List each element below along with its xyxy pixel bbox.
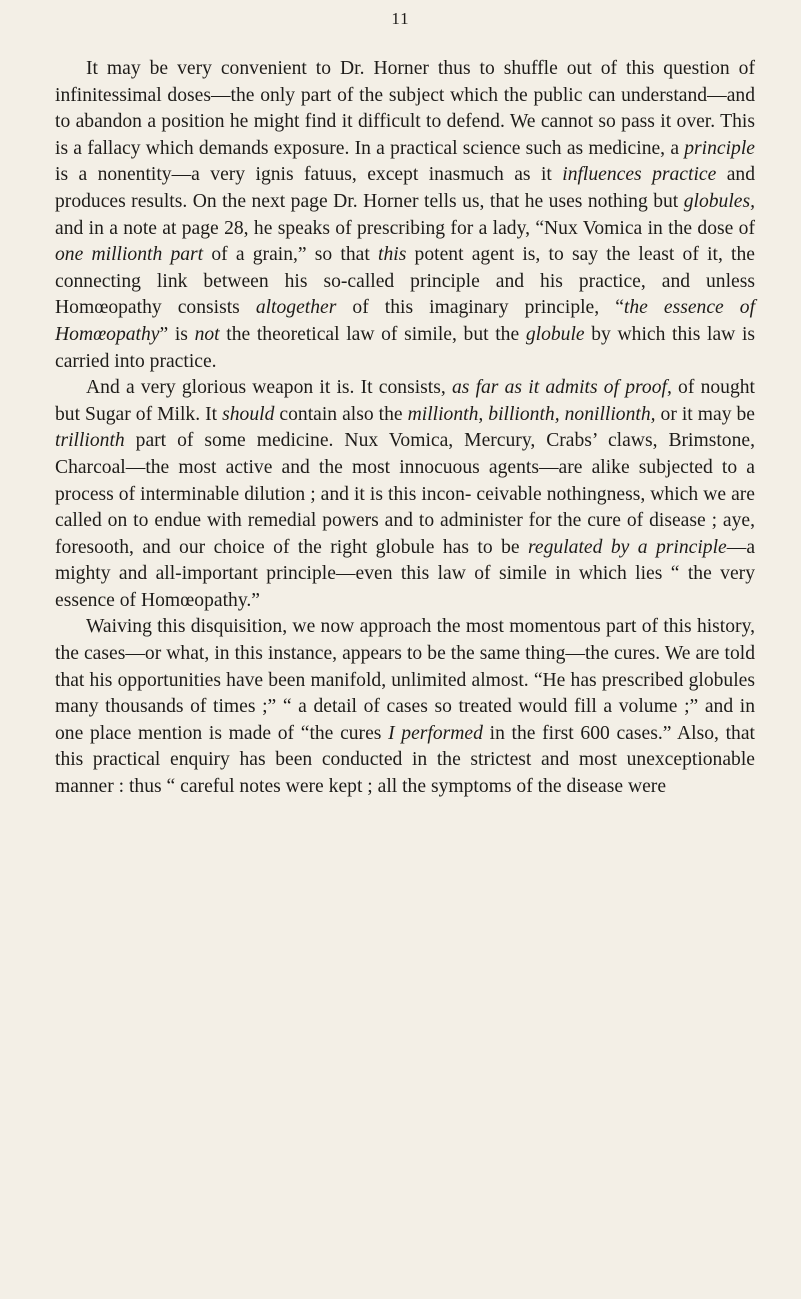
- paragraph: [55, 614, 755, 800]
- italic-text: the essence of Homœopathy: [55, 297, 756, 345]
- italic-text: altogether: [255, 297, 337, 319]
- paragraph: [55, 375, 755, 614]
- text-run: potent agent is, to say the least of it, the connecting link between his so-called principle and his practice, and unless Homœopathy consists: [55, 244, 755, 319]
- text-run: by which this law is carried into practice.: [55, 323, 756, 372]
- italic-text: principle: [684, 137, 755, 159]
- text-run: Waiving this disquisition, we now approach the most momentous part of this history, the cases—or what, in this instance, appears to be the same thing—the cures. We are told that his opportunities have been manifold, unlimited almost. “He has prescribed globules many thousands of times ;” “ a detail of cases so treated would fill a volume ;” and in one place mention is made of “the cures: [55, 616, 755, 744]
- italic-text: I performed: [388, 722, 483, 744]
- text-run: the theoretical law of simile, but the: [219, 323, 526, 345]
- text-run: —a mighty and all-important principle—even this law of simile in which lies “ the very essence of Homœopathy.”: [55, 536, 756, 611]
- text-run: ” is: [159, 323, 195, 345]
- text-run: and in a note at page 28, he speaks of prescribing for a lady, “Nux Vomica in the dose of: [55, 217, 755, 239]
- text-run: is a nonentity—a very ignis fatuus, except inasmuch as it: [55, 164, 563, 186]
- italic-text: influences practice: [562, 164, 717, 186]
- text-run: of a grain,” so that: [203, 244, 379, 266]
- text-run: It may be very convenient to Dr. Horner thus to shuffle out of this question of infinitessimal doses—the only part of the subject which the public can understand—and to abandon a position he might find it difficult to defend. We cannot so pass it over. This is a fallacy which demands exposure. In a practical science such as medicine, a: [55, 58, 755, 159]
- text-run: And a very glorious weapon it is. It consists,: [86, 377, 452, 399]
- italic-text: regulated by a principle: [528, 536, 727, 558]
- paragraph: [55, 56, 755, 375]
- text-run: and produces results. On the next page Dr. Horner tells us, that he uses nothing but: [55, 164, 755, 212]
- text-run: of nought but Sugar of Milk. It: [55, 377, 755, 425]
- italic-text: millionth, billionth, nonillionth,: [407, 403, 656, 425]
- italic-text: should: [222, 403, 275, 425]
- italic-text: this: [378, 244, 407, 266]
- italic-text: globule: [525, 323, 585, 345]
- text-run: or it may be: [655, 403, 756, 425]
- body-text: [55, 56, 755, 801]
- text-run: in the first 600 cases.” Also, that this practical enquiry has been conducted in the strictest and most unexceptionable manner : thus “ careful notes were kept ; all the symptoms of the disease were: [55, 722, 755, 798]
- italic-text: not: [194, 323, 220, 345]
- text-run: contain also the: [274, 403, 408, 425]
- italic-text: globules,: [683, 190, 755, 212]
- text-run: part of some medicine. Nux Vomica, Mercury, Crabs’ claws, Brimstone, Charcoal—the most active and the most innocuous agents—are alike subjected to a process of interminable dilution ; and it is this incon- ceivable nothingness, which we are called on to endue with remedial powers and to administer for the cure of disease ; aye, foresooth, and our choice of the right globule has to be: [55, 430, 755, 558]
- italic-text: one millionth part: [55, 244, 204, 266]
- italic-text: trillionth: [55, 430, 125, 452]
- page-number: 11: [391, 9, 410, 28]
- text-run: of this imaginary principle, “: [336, 297, 624, 319]
- italic-text: as far as it admits of proof,: [451, 377, 672, 399]
